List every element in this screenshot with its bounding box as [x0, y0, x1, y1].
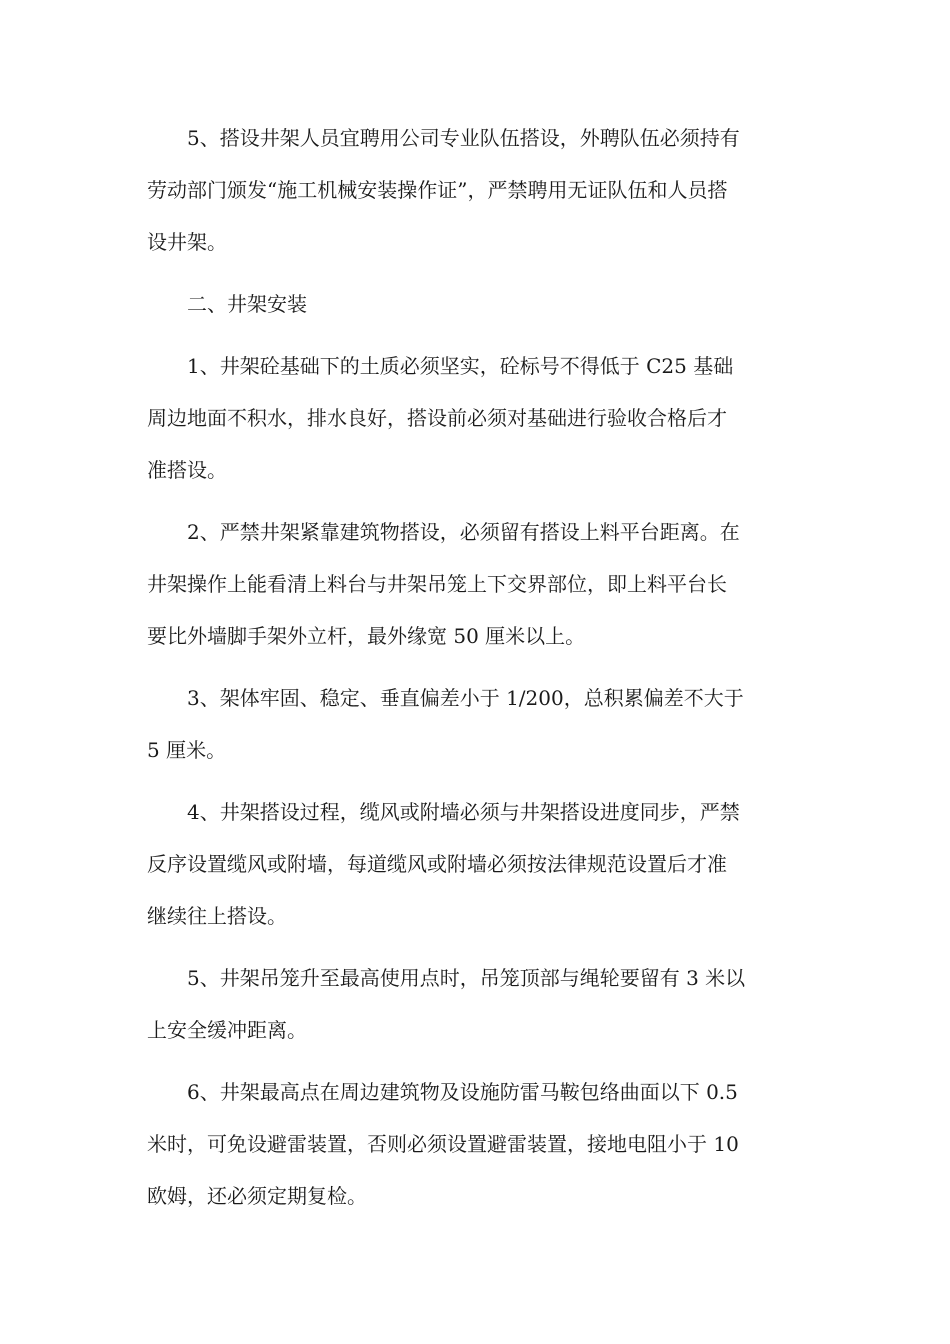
text-line: 4、井架搭设过程，缆风或附墙必须与井架搭设进度同步，严禁	[187, 800, 740, 824]
paragraph-item-4-guy-wires	[147, 786, 807, 942]
text-line: 6、井架最高点在周边建筑物及设施防雷马鞍包络曲面以下 0.5	[187, 1080, 738, 1104]
text-line: 上安全缓冲距离。	[147, 1018, 307, 1042]
text-line: 5、井架吊笼升至最高使用点时，吊笼顶部与绳轮要留有 3 米以	[187, 966, 746, 990]
text-line: 设井架。	[147, 230, 227, 254]
text-line: 米时，可免设避雷装置，否则必须设置避雷装置，接地电阻小于 10	[147, 1132, 739, 1156]
paragraph-item-1-foundation	[147, 340, 807, 496]
paragraph-item-2-distance	[147, 506, 807, 662]
text-line: 继续往上搭设。	[147, 904, 287, 928]
text-line: 2、严禁井架紧靠建筑物搭设，必须留有搭设上料平台距离。在	[187, 520, 740, 544]
text-line: 1、井架砼基础下的土质必须坚实，砼标号不得低于 C25 基础	[187, 354, 734, 378]
text-line: 井架操作上能看清上料台与井架吊笼上下交界部位，即上料平台长	[147, 572, 727, 596]
section-heading-text: 二、井架安装	[187, 292, 307, 316]
text-line: 反序设置缆风或附墙，每道缆风或附墙必须按法律规范设置后才准	[147, 852, 727, 876]
text-line: 要比外墙脚手架外立杆，最外缘宽 50 厘米以上。	[147, 624, 586, 648]
text-line: 准搭设。	[147, 458, 227, 482]
text-line: 3、架体牢固、稳定、垂直偏差小于 1/200，总积累偏差不大于	[187, 686, 744, 710]
text-line: 劳动部门颁发“施工机械安装操作证”，严禁聘用无证队伍和人员搭	[147, 178, 728, 202]
paragraph-item-6-lightning	[147, 1066, 807, 1222]
text-line: 欧姆，还必须定期复检。	[147, 1184, 367, 1208]
paragraph-item-5-personnel	[147, 112, 807, 268]
section-heading	[147, 278, 807, 330]
paragraph-item-3-stability	[147, 672, 807, 776]
text-line: 5 厘米。	[147, 738, 227, 762]
document-body	[147, 112, 807, 1232]
text-line: 5、搭设井架人员宜聘用公司专业队伍搭设，外聘队伍必须持有	[187, 126, 740, 150]
text-line: 周边地面不积水，排水良好，搭设前必须对基础进行验收合格后才	[147, 406, 727, 430]
paragraph-item-5-cage	[147, 952, 807, 1056]
